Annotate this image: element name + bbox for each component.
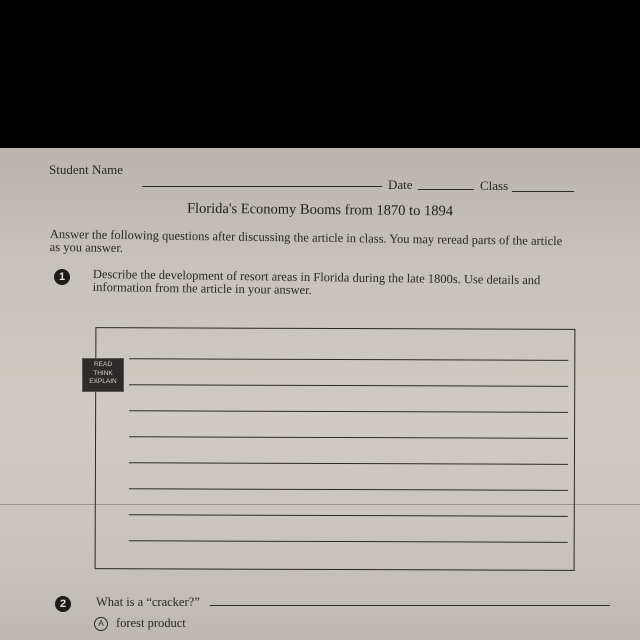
class-label: Class (480, 178, 509, 193)
question-2-rule (210, 605, 610, 606)
question-2-option-a[interactable] (94, 616, 186, 631)
question-2-text: What is a “cracker?” (96, 595, 200, 609)
read-think-explain-badge (82, 358, 124, 392)
question-2-number: 2 (55, 596, 71, 612)
question-1-text: Describe the development of resort areas in Florida during the late 1800s. Use details and information from the article in your answer. (92, 267, 541, 298)
option-a-text: forest product (116, 616, 186, 630)
class-field[interactable] (512, 191, 574, 192)
answer-line[interactable] (129, 514, 568, 517)
answer-line[interactable] (129, 462, 568, 465)
date-field[interactable] (418, 189, 474, 190)
question-1-number: 1 (54, 269, 70, 285)
answer-line[interactable] (129, 358, 568, 361)
student-name-field[interactable] (142, 186, 382, 187)
option-a-letter: A (94, 617, 108, 631)
badge-explain: EXPLAIN (89, 378, 117, 385)
answer-line[interactable] (129, 384, 568, 387)
worksheet-title: Florida's Economy Booms from 1870 to 1894 (186, 200, 454, 220)
badge-think: THINK (93, 369, 113, 377)
answer-line[interactable] (129, 540, 568, 543)
answer-line[interactable] (129, 488, 568, 491)
worksheet-page (0, 148, 640, 640)
instructions-text: Answer the following questions after discussing the article in class. You may reread parts of the article as you answer. (49, 227, 563, 256)
answer-line[interactable] (129, 410, 568, 413)
answer-line[interactable] (129, 436, 568, 439)
question-1-answer-box[interactable] (95, 327, 576, 571)
date-label: Date (388, 177, 413, 192)
student-name-label: Student Name (49, 162, 124, 177)
paper-fold (0, 504, 640, 505)
badge-read: READ (93, 361, 113, 368)
